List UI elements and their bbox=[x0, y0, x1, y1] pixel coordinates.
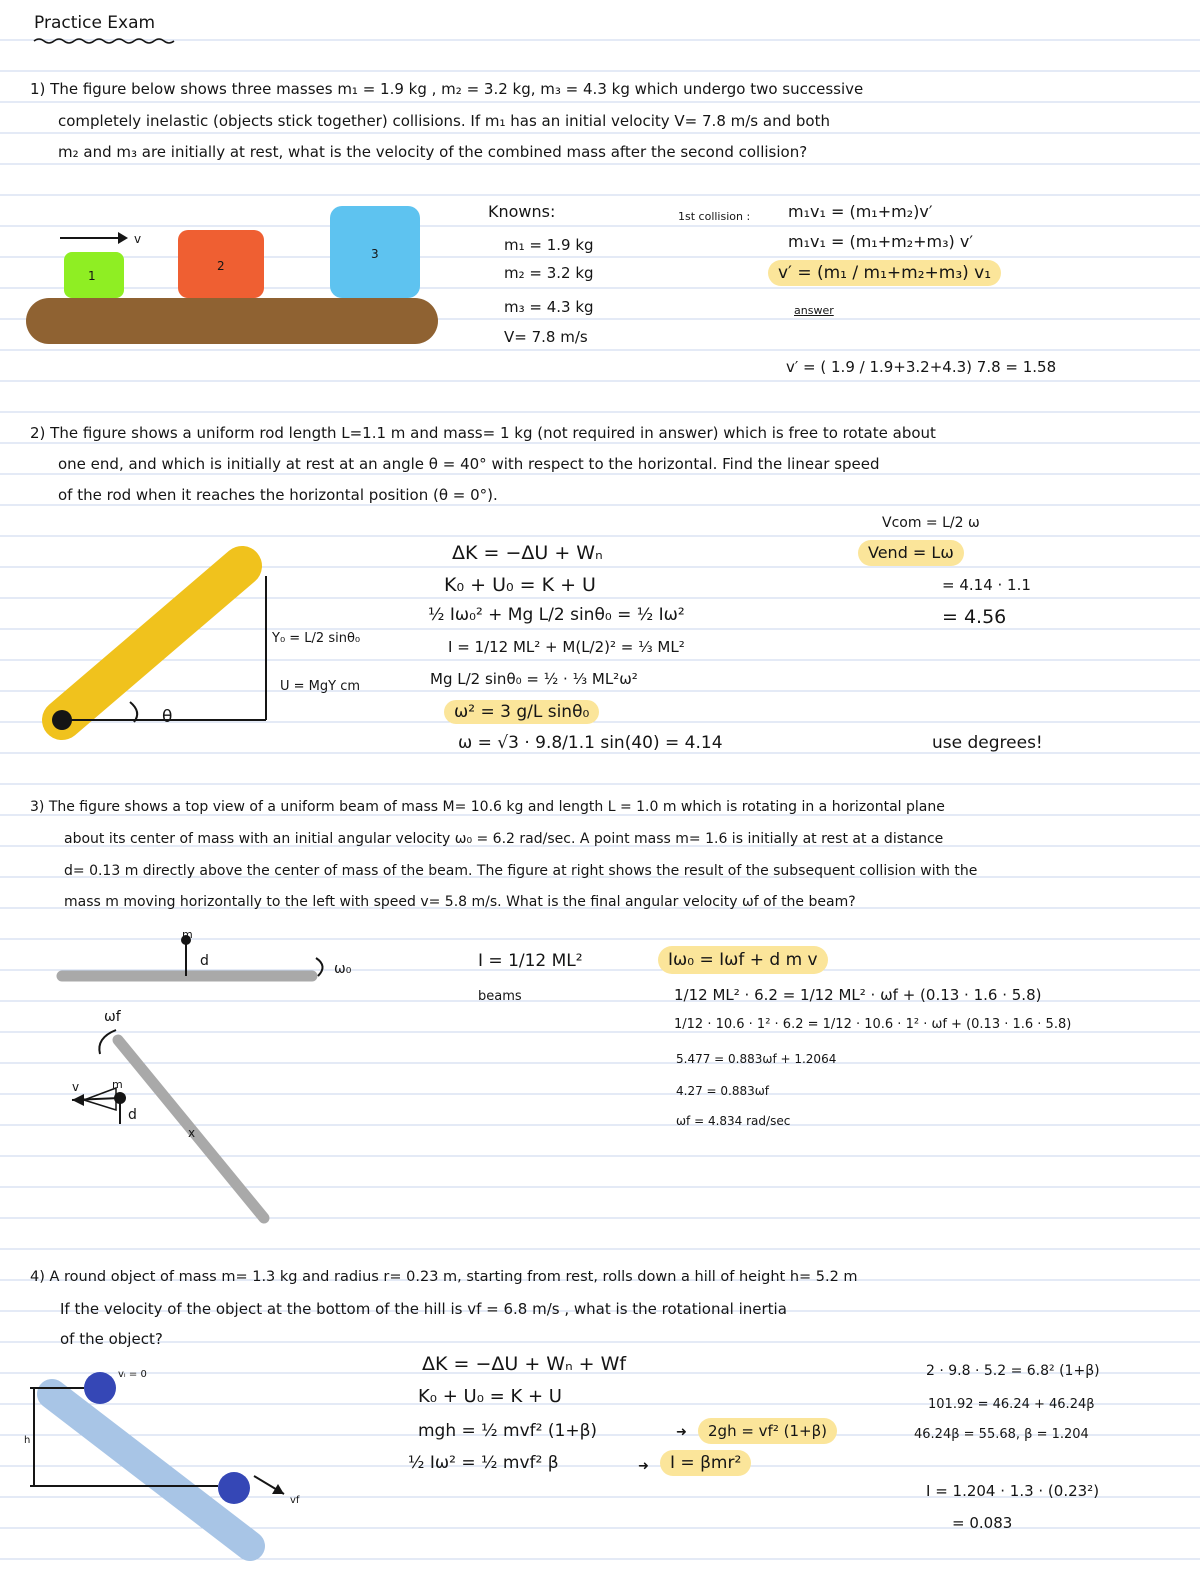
q4-highlight-1: 2gh = vf² (1+β) bbox=[698, 1418, 837, 1444]
q1-collision-label: 1st collision : bbox=[678, 210, 751, 223]
q4-answer-line: I = 1.204 · 1.3 · (0.23²) bbox=[926, 1482, 1100, 1500]
q3-work-line: ωf = 4.834 rad/sec bbox=[676, 1114, 791, 1128]
ramp bbox=[52, 1394, 250, 1546]
q3-v-label: v bbox=[72, 1080, 80, 1094]
q4-highlight-2: I = βmr² bbox=[660, 1450, 751, 1476]
q2-side-line: = 4.56 bbox=[942, 606, 1007, 628]
q4-right-line: 46.24β = 55.68, β = 1.204 bbox=[914, 1427, 1089, 1442]
q2-prompt-line: of the rod when it reaches the horizontal position (θ = 0°). bbox=[58, 486, 498, 504]
q1-answer-note: answer bbox=[794, 304, 834, 317]
q1-answer-formula: v′ = (m₁ / m₁+m₂+m₃) v₁ bbox=[768, 260, 1001, 286]
q1-result: v′ = ( 1.9 / 1.9+3.2+4.3) 7.8 = 1.58 bbox=[786, 358, 1057, 376]
ball-bottom bbox=[218, 1472, 250, 1504]
q4-work-line: ΔK = −ΔU + Wₙ + Wf bbox=[422, 1353, 627, 1375]
q4-right-line: 101.92 = 46.24 + 46.24β bbox=[928, 1397, 1095, 1412]
q3-work-line: 4.27 = 0.883ωf bbox=[676, 1084, 770, 1098]
q2-prompt-line: 2) The figure shows a uniform rod length L=1.1 m and mass= 1 kg (not required in answer) which is free to rotate about bbox=[30, 424, 936, 442]
q3-work-line: 5.477 = 0.883ωf + 1.2064 bbox=[676, 1052, 837, 1066]
q3-m-label-final: m bbox=[112, 1078, 123, 1091]
q4-arrow-1-icon: ➜ bbox=[676, 1425, 687, 1440]
velocity-label: v bbox=[134, 232, 142, 246]
q3-prompt-line: mass m moving horizontally to the left with speed v= 5.8 m/s. What is the final angular velocity ωf of the beam? bbox=[64, 894, 856, 910]
q4-figure bbox=[0, 0, 340, 1576]
q3-work-line: 1/12 · 10.6 · 1² · 6.2 = 1/12 · 10.6 · 1² · ωf + (0.13 · 1.6 · 5.8) bbox=[674, 1017, 1072, 1032]
q4-vf-label: vf bbox=[290, 1495, 300, 1506]
q2-side-line: = 4.14 · 1.1 bbox=[942, 576, 1031, 594]
q1-prompt-line: 1) The figure below shows three masses m₁ = 1.9 kg , m₂ = 3.2 kg, m₃ = 4.3 kg which undergo two successive bbox=[30, 80, 864, 98]
q3-w0-label: ω₀ bbox=[334, 961, 352, 977]
block-2-label: 2 bbox=[217, 259, 225, 273]
q2-work-line: K₀ + U₀ = K + U bbox=[444, 574, 596, 596]
q1-prompt-line: m₂ and m₃ are initially at rest, what is the velocity of the combined mass after the second collision? bbox=[58, 143, 808, 161]
q4-work-line: ½ Iω² = ½ mvf² β bbox=[408, 1453, 559, 1473]
q4-right-line: 2 · 9.8 · 5.2 = 6.8² (1+β) bbox=[926, 1363, 1100, 1379]
q3-prompt-line: about its center of mass with an initial angular velocity ω₀ = 6.2 rad/sec. A point mass m= 1.6 is initially at rest at a distance bbox=[64, 831, 944, 847]
q4-answer-line: = 0.083 bbox=[952, 1514, 1013, 1532]
q3-d-label-final: d bbox=[128, 1107, 137, 1123]
q4-prompt-line: 4) A round object of mass m= 1.3 kg and radius r= 0.23 m, starting from rest, rolls down a hill of height h= 5.2 m bbox=[30, 1269, 858, 1285]
q3-prompt-line: d= 0.13 m directly above the center of mass of the beam. The figure at right shows the result of the subsequent collision with the bbox=[64, 863, 978, 879]
q2-side-line: Vcom = L/2 ω bbox=[882, 515, 980, 531]
height-label: Y₀ = L/2 sinθ₀ bbox=[272, 631, 361, 646]
q3-m-label: m bbox=[182, 928, 193, 941]
q2-prompt-line: one end, and which is initially at rest at an angle θ = 40° with respect to the horizontal. Find the linear speed bbox=[58, 455, 880, 473]
q2-highlight: ω² = 3 g/L sinθ₀ bbox=[444, 700, 599, 724]
q4-work-line: mgh = ½ mvf² (1+β) bbox=[418, 1421, 598, 1441]
q4-vi-label: vᵢ = 0 bbox=[118, 1369, 147, 1380]
q1-known-m2: m₂ = 3.2 kg bbox=[504, 264, 594, 282]
q2-work-line: Mg L/2 sinθ₀ = ½ · ⅓ ML²ω² bbox=[430, 670, 638, 688]
q1-known-m1: m₁ = 1.9 kg bbox=[504, 236, 594, 254]
q3-x-label: x bbox=[188, 1126, 196, 1140]
potential-label: U = MgY cm bbox=[280, 679, 361, 694]
q1-known-m3: m₃ = 4.3 kg bbox=[504, 298, 594, 316]
q3-highlight: Iω₀ = Iωf + d m v bbox=[658, 946, 828, 974]
block-1-label: 1 bbox=[88, 269, 96, 283]
q3-d-label: d bbox=[200, 953, 209, 969]
q1-prompt-line: completely inelastic (objects stick together) collisions. If m₁ has an initial velocity V= 7.8 m/s and both bbox=[58, 112, 830, 130]
q2-note: use degrees! bbox=[932, 733, 1043, 753]
q1-known-v: V= 7.8 m/s bbox=[504, 328, 588, 346]
q2-work-line: I = 1/12 ML² + M(L/2)² = ⅓ ML² bbox=[448, 638, 685, 656]
q1-work-line: m₁v₁ = (m₁+m₂)v′ bbox=[788, 202, 933, 221]
q2-work-line: ΔK = −ΔU + Wₙ bbox=[452, 542, 603, 564]
q3-inertia-note: beams bbox=[478, 989, 522, 1004]
q2-side-highlight: Vend = Lω bbox=[858, 540, 964, 566]
q4-arrow-2-icon: ➜ bbox=[638, 1459, 649, 1474]
q3-work-line: 1/12 ML² · 6.2 = 1/12 ML² · ωf + (0.13 · 1.6 · 5.8) bbox=[674, 986, 1042, 1004]
q1-work-line: m₁v₁ = (m₁+m₂+m₃) v′ bbox=[788, 232, 973, 251]
block-3-label: 3 bbox=[371, 247, 379, 261]
q3-inertia: I = 1/12 ML² bbox=[478, 951, 583, 971]
q4-prompt-line: of the object? bbox=[60, 1330, 163, 1348]
ball-top bbox=[84, 1372, 116, 1404]
q2-work-line: ½ Iω₀² + Mg L/2 sinθ₀ = ½ Iω² bbox=[428, 605, 685, 625]
q2-final: ω = √3 · 9.8/1.1 sin(40) = 4.14 bbox=[458, 733, 723, 753]
q1-knowns-title: Knowns: bbox=[488, 202, 556, 221]
q3-prompt-line: 3) The figure shows a top view of a uniform beam of mass M= 10.6 kg and length L = 1.0 m which is rotating in a horizontal plane bbox=[30, 799, 945, 815]
angle-label: θ bbox=[162, 707, 173, 727]
q4-h-label: h bbox=[24, 1435, 31, 1446]
page-title: Practice Exam bbox=[34, 13, 156, 33]
q4-prompt-line: If the velocity of the object at the bottom of the hill is vf = 6.8 m/s , what is the rotational inertia bbox=[60, 1300, 787, 1318]
q3-wf-label: ωf bbox=[104, 1009, 121, 1025]
q4-work-line: K₀ + U₀ = K + U bbox=[418, 1386, 562, 1407]
